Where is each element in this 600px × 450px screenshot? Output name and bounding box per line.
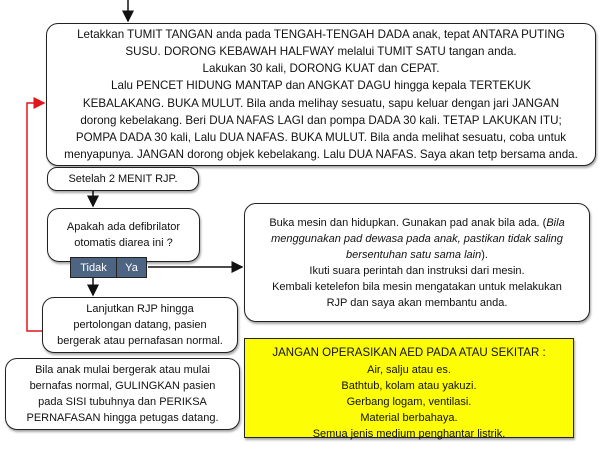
- aed-line: [346, 247, 488, 263]
- instruction-line: SUSU. DORONG KEBAWAH HALFWAY melalui TUMIT SATU tangan anda.: [125, 44, 517, 58]
- aed-line-italic: Bila: [546, 216, 565, 229]
- aed-line: [269, 215, 564, 231]
- instruction-line: Letakkan TUMIT TANGAN anda pada TENGAH-TENGAH DADA anak, tepat ANTARA PUTING: [77, 27, 565, 41]
- aed-line: Ikuti suara perintah dan instruksi dari mesin.: [309, 264, 525, 277]
- cpr-instructions-box: [46, 23, 596, 166]
- aed-line: RJP dan saya akan membantu anda.: [326, 296, 508, 309]
- warning-item: Material berbahaya.: [360, 412, 458, 424]
- instruction-line: menyapunya. JANGAN dorong objek kebelakang. Lalu DUA NAFAS. Saya akan tetp bersama anda.: [64, 148, 578, 162]
- instruction-line: KEBALAKANG. BUKA MULUT. Bila anda melihay sesuatu, sapu keluar dengan jari JANGAN: [82, 96, 560, 110]
- aed-warning-box: [244, 338, 574, 438]
- aed-line-italic: bersentuhan satu sama lain: [346, 248, 482, 261]
- warning-item: Air, salju atau es.: [367, 364, 451, 376]
- instruction-line: Lalu PENCET HIDUNG MANTAP dan ANGKAT DAGU hingga kepala TERTEKUK: [111, 79, 531, 93]
- question-line: Apakah ada defibrilator: [66, 221, 181, 233]
- warning-item: Gerbang logam, ventilasi.: [346, 396, 472, 408]
- aed-line-text: Buka mesin dan hidupkan. Gunakan pad anak bila ada. (: [269, 216, 547, 229]
- recovery-position-box: [5, 358, 240, 430]
- defibrillator-question-box: [47, 208, 200, 262]
- instruction-line: POMPA DADA 30 kali, Lalu DUA NAFAS. BUKA MULUT. Bila anda melihat sesuatu, coba untuk: [75, 130, 567, 144]
- question-line: otomatis diarea ini ?: [74, 237, 173, 249]
- continue-cpr-box: [42, 297, 238, 353]
- recovery-line: PERNAFASAN hingga petugas datang.: [26, 412, 219, 424]
- after-step-text: Setelah 2 MENIT RJP.: [68, 173, 178, 185]
- recovery-line: pada SISI tubuhnya dan PERIKSA: [38, 396, 207, 408]
- continue-line: pertolongan datang, pasien: [73, 319, 207, 331]
- warning-title: JANGAN OPERASIKAN AED PADA ATAU SEKITAR :: [272, 347, 546, 359]
- loop-back-line: [27, 103, 44, 331]
- aed-instructions-box: [244, 203, 590, 322]
- instruction-line: Lakukan 30 kali, DORONG KUAT dan CEPAT.: [202, 62, 440, 76]
- warning-item: Semua jenis medium penghantar listrik.: [312, 428, 506, 440]
- after-two-minutes-box: [47, 167, 199, 191]
- aed-line-italic: menggunakan pad dewasa pada anak, pastikan tidak saling: [271, 232, 563, 245]
- instruction-line: dorong kebelakang. Beri DUA NAFAS LAGI dan pompa DADA 30 kali. TETAP LAKUKAN ITU;: [80, 113, 562, 127]
- continue-line: Lanjutkan RJP hingga: [86, 303, 194, 315]
- continue-line: bergerak atau pernafasan normal.: [57, 335, 223, 347]
- aed-line: Kembali ketelefon bila mesin mengatakan untuk melakukan: [272, 280, 562, 293]
- option-no: Tidak: [70, 257, 117, 278]
- aed-line-text: ).: [481, 248, 488, 261]
- warning-item: Bathtub, kolam atau yakuzi.: [341, 380, 477, 392]
- recovery-line: bernafas normal, GULINGKAN pasien: [29, 380, 216, 392]
- recovery-line: Bila anak mulai bergerak atau mulai: [35, 364, 210, 376]
- option-yes: Ya: [116, 257, 147, 278]
